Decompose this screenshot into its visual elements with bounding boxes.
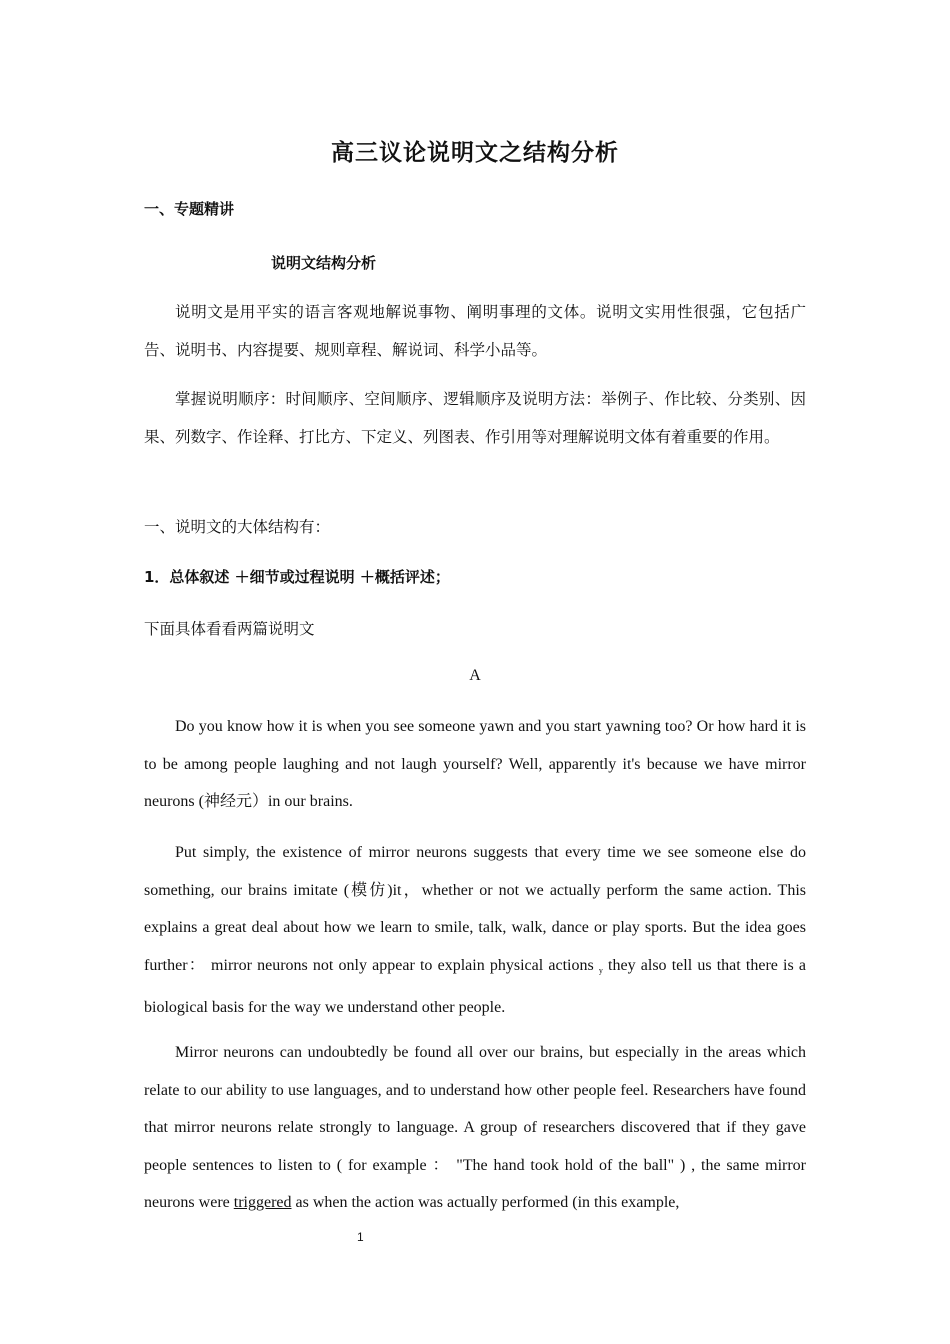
paragraph-2-mark: y (598, 965, 603, 975)
intro-paragraph-1: 说明文是用平实的语言客观地解说事物、阐明事理的文体。说明文实用性很强，它包括广告、说明书、内容提要、规则章程、解说词、科学小品等。 (144, 303, 806, 359)
paragraph-3-text-b: as when the action was actually performed (in this example, (291, 1194, 680, 1211)
passage-label: A (469, 667, 481, 684)
section-heading: 一、专题精讲 (144, 200, 235, 218)
paragraph-2-text-b: they also tell us that there is a biological basis for the way we understand other people. (144, 956, 806, 1016)
passage-a-paragraph-2 (144, 834, 806, 1027)
paragraph-2-text-a: Put simply, the existence of mirror neurons suggests that every time we see someone else do something, our brains imitate (模仿)it，whether or not we actually perform the same action. This explains a great deal about how we learn to smile, talk, walk, dance or play sports. But the idea goes further： mirror neurons not only appear to explain physical actions (144, 844, 806, 974)
intro-paragraph-2: 掌握说明顺序：时间顺序、空间顺序、逻辑顺序及说明方法：举例子、作比较、分类别、因果、列数字、作诠释、打比方、下定义、列图表、作引用等对理解说明文体有着重要的作用。 (144, 390, 806, 446)
passage-a-paragraph-3 (144, 1034, 806, 1222)
page-number: 1 (357, 1230, 364, 1244)
read-two-texts-line: 下面具体看看两篇说明文 (144, 620, 315, 638)
structure-item-1: 1．总体叙述 ＋细节或过程说明 ＋概括评述； (144, 568, 450, 586)
paragraph-3-text-a: Mirror neurons can undoubtedly be found all over our brains, but especially in the areas which relate to our ability to use languages, and to understand how other people feel. Researchers have found that mirror neurons relate strongly to language. A group of researchers discovered that if they gave people sentences to listen to ( for example ： "The hand took hold of the ball" ) , the same mirror neurons were (144, 1044, 806, 1211)
passage-a-paragraph-1: Do you know how it is when you see someone yawn and you start yawning too? Or how hard it is to be among people laughing and not laugh yourself? Well, apparently it's because we have mirror neurons (神经元）in our brains. (144, 718, 806, 810)
underlined-word: triggered (233, 1194, 292, 1211)
sub-heading: 说明文结构分析 (271, 254, 377, 272)
document-title: 高三议论说明文之结构分析 (331, 140, 619, 166)
structure-intro: 一、说明文的大体结构有： (144, 518, 331, 536)
